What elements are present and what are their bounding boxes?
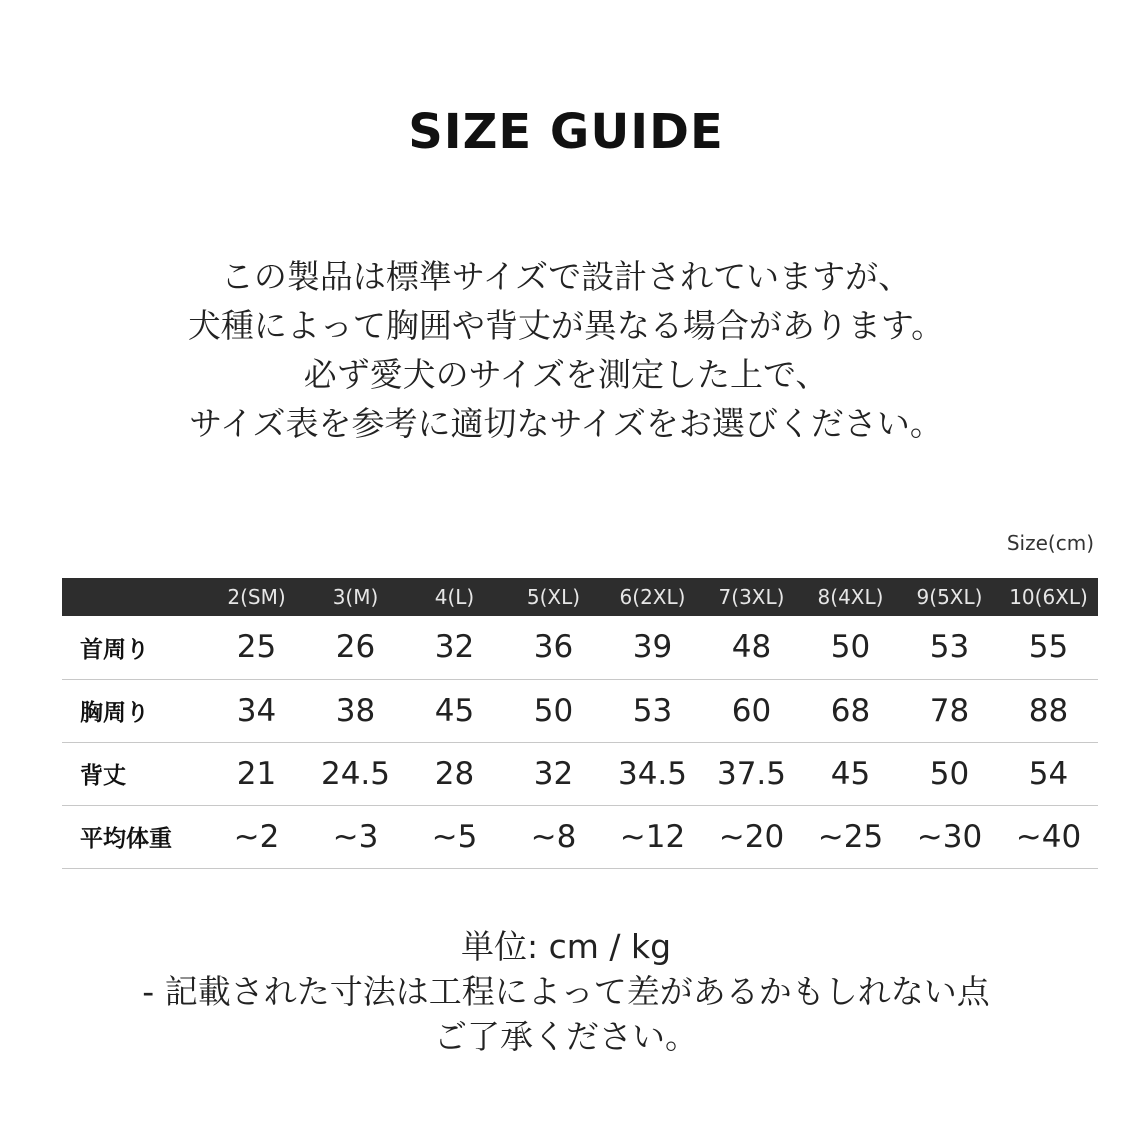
table-row: [62, 742, 1098, 805]
row-label: 胸周り: [80, 700, 149, 726]
table-cell: 78: [929, 692, 970, 729]
footnote: [0, 924, 1132, 1059]
table-cell: 39: [632, 629, 673, 666]
intro-line: 犬種によって胸囲や背丈が異なる場合があります。: [187, 306, 945, 345]
row-label: 平均体重: [80, 826, 172, 852]
table-unit-label: Size(cm): [1006, 531, 1094, 555]
table-cell: 68: [830, 692, 871, 729]
table-cell: 54: [1028, 755, 1069, 792]
table-cell: ~5: [431, 818, 478, 855]
size-header: 2(SM): [227, 585, 286, 609]
table-row: [62, 679, 1098, 742]
size-header: 7(3XL): [718, 585, 785, 609]
table-cell: 26: [335, 629, 376, 666]
table-cell: 50: [533, 692, 574, 729]
table-header-row: [62, 578, 1098, 616]
footnote-line: ご了承ください。: [434, 1017, 698, 1056]
table-row: [62, 616, 1098, 679]
table-cell: ~40: [1015, 818, 1082, 855]
intro-line: サイズ表を参考に適切なサイズをお選びください。: [189, 404, 943, 443]
row-label: 首周り: [80, 636, 149, 663]
size-header: 6(2XL): [619, 585, 686, 609]
size-header: 5(XL): [526, 585, 581, 609]
intro-line: 必ず愛犬のサイズを測定した上で、: [303, 355, 829, 394]
table-cell: ~2: [233, 818, 280, 855]
table-cell: 55: [1028, 629, 1069, 666]
table-cell: 32: [434, 629, 475, 666]
page-title: SIZE GUIDE: [408, 104, 724, 160]
table-cell: 32: [533, 755, 574, 792]
size-header: 3(M): [332, 585, 379, 609]
table-cell: ~30: [916, 818, 983, 855]
size-header: 9(5XL): [916, 585, 983, 609]
table-cell: ~20: [718, 818, 785, 855]
table-cell: 34.5: [617, 755, 688, 792]
table-cell: 28: [434, 755, 475, 792]
table-cell: ~12: [619, 818, 686, 855]
table-cell: 37.5: [716, 755, 787, 792]
table-cell: 45: [434, 692, 475, 729]
footnote-line: 単位: cm / kg: [460, 927, 672, 966]
header-corner: [62, 578, 207, 616]
size-header: 4(L): [434, 585, 475, 609]
table-cell: 53: [632, 692, 673, 729]
size-header: 10(6XL): [1009, 585, 1088, 609]
table-row: [62, 805, 1098, 868]
table-cell: ~8: [530, 818, 577, 855]
table-cell: 88: [1028, 692, 1069, 729]
table-cell: 45: [830, 755, 871, 792]
table-cell: 38: [335, 692, 376, 729]
table-cell: 36: [533, 629, 574, 666]
intro-text: [0, 252, 1132, 448]
table-cell: 21: [236, 755, 277, 792]
table-cell: 53: [929, 629, 970, 666]
table-cell: ~3: [332, 818, 379, 855]
table-cell: 60: [731, 692, 772, 729]
table-cell: 48: [731, 629, 772, 666]
row-label: 背丈: [80, 763, 126, 789]
table-cell: ~25: [817, 818, 884, 855]
footnote-line: - 記載された寸法は工程によって差があるかもしれない点: [142, 972, 990, 1011]
table-cell: 24.5: [320, 755, 391, 792]
size-header: 8(4XL): [817, 585, 884, 609]
table-cell: 34: [236, 692, 277, 729]
table-cell: 50: [929, 755, 970, 792]
table-cell: 50: [830, 629, 871, 666]
size-table: [62, 578, 1098, 869]
intro-line: この製品は標準サイズで設計されていますが、: [220, 257, 912, 296]
table-cell: 25: [236, 629, 277, 666]
